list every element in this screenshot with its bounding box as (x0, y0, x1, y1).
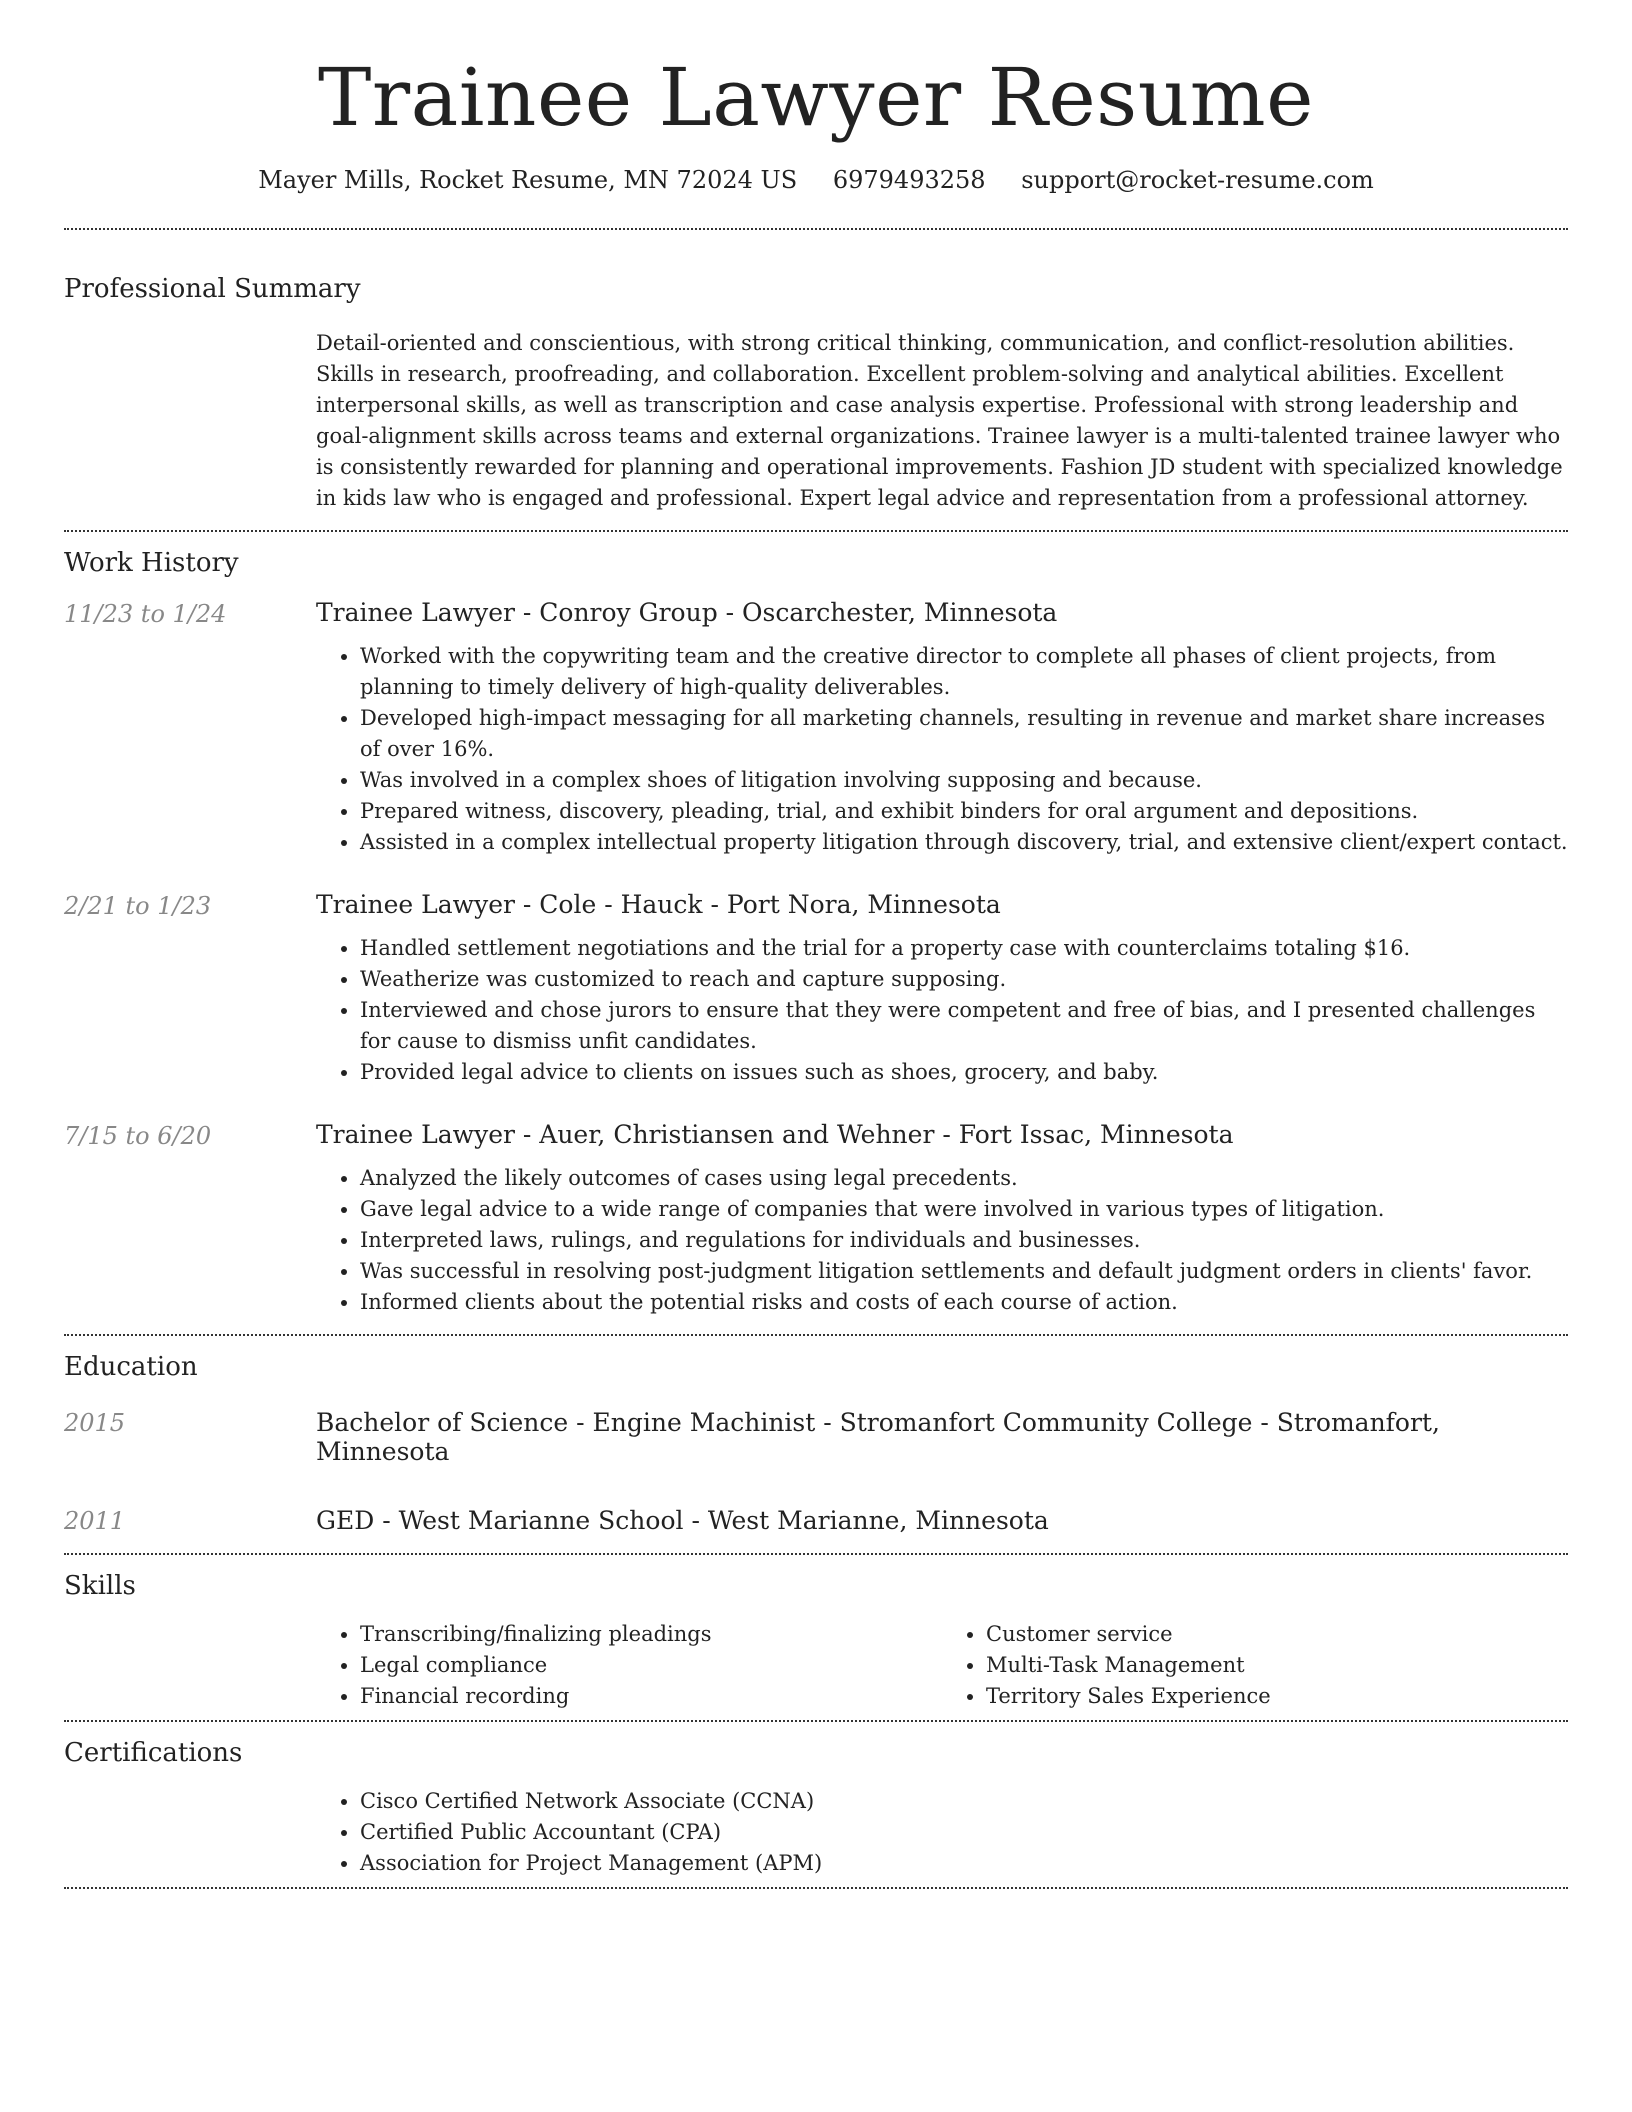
job-entry (64, 596, 1568, 858)
list-item: • Provided legal advice to clients on issues such as shoes, grocery, and baby. (360, 1057, 1568, 1088)
list-item: • Legal compliance (360, 1650, 942, 1681)
job-date: 7/15 to 6/20 (64, 1122, 212, 1150)
section-title-skills: Skills (64, 1571, 136, 1601)
education-section (64, 1336, 1568, 1535)
list-item: • Was involved in a complex shoes of litigation involving supposing and because. (360, 765, 1568, 796)
job-date: 11/23 to 1/24 (64, 600, 227, 628)
job-title: Trainee Lawyer - Conroy Group - Oscarchester, Minnesota (316, 598, 1058, 627)
work-history-section (64, 532, 1568, 1318)
summary-text: Detail-oriented and conscientious, with strong critical thinking, communication, and conflict-resolution abilities. Skills in research, proofreading, and collaboration. Excellent problem-solving and analytical abilities. Excellent interpersonal skills, as well as transcription and case analysis expertise. Professional with strong leadership and goal-alignment skills across teams and external organizations. Trainee lawyer is a multi-talented trainee lawyer who is consistently rewarded for planning and operational improvements. Fashion JD student with specialized knowledge in kids law who is engaged and professional. Expert legal advice and representation from a professional attorney. (316, 331, 1563, 510)
list-item: • Multi-Task Management (986, 1650, 1568, 1681)
contact-address: Mayer Mills, Rocket Resume, MN 72024 US (258, 166, 798, 194)
job-bullets (316, 641, 1568, 858)
job-title: Trainee Lawyer - Cole - Hauck - Port Nora, Minnesota (316, 890, 1001, 919)
contact-email: support@rocket-resume.com (1021, 166, 1374, 194)
education-entry (64, 1506, 1568, 1535)
skills-list-right (942, 1619, 1568, 1712)
section-title-summary: Professional Summary (64, 274, 361, 304)
job-bullets (316, 933, 1568, 1088)
education-date: 2011 (64, 1507, 126, 1535)
list-item: • Analyzed the likely outcomes of cases using legal precedents. (360, 1163, 1568, 1194)
education-entry (64, 1408, 1568, 1466)
job-bullets (316, 1163, 1568, 1318)
list-item: • Financial recording (360, 1681, 942, 1712)
list-item: • Gave legal advice to a wide range of companies that were involved in various types of litigation. (360, 1194, 1568, 1225)
section-title-education: Education (64, 1352, 198, 1382)
list-item: • Developed high-impact messaging for all marketing channels, resulting in revenue and market share increases of over 16%. (360, 703, 1568, 765)
section-title-work: Work History (64, 548, 239, 578)
list-item: • Prepared witness, discovery, pleading, trial, and exhibit binders for oral argument and depositions. (360, 796, 1568, 827)
list-item: • Certified Public Accountant (CPA) (360, 1817, 1568, 1848)
summary-section (64, 230, 1568, 530)
section-title-certifications: Certifications (64, 1738, 243, 1768)
job-entry (64, 888, 1568, 1088)
list-item: • Handled settlement negotiations and the trial for a property case with counterclaims totaling $16. (360, 933, 1568, 964)
list-item: • Weatherize was customized to reach and capture supposing. (360, 964, 1568, 995)
divider (64, 1887, 1568, 1889)
list-item: • Worked with the copywriting team and the creative director to complete all phases of client projects, from planning to timely delivery of high-quality deliverables. (360, 641, 1568, 703)
education-text: Bachelor of Science - Engine Machinist - Stromanfort Community College - Stromanfort, Minnesota (316, 1408, 1440, 1466)
list-item: • Territory Sales Experience (986, 1681, 1568, 1712)
certifications-list (316, 1786, 1568, 1879)
list-item: • Interpreted laws, rulings, and regulations for individuals and businesses. (360, 1225, 1568, 1256)
certifications-section (64, 1722, 1568, 1887)
job-date: 2/21 to 1/23 (64, 892, 212, 920)
education-date: 2015 (64, 1409, 126, 1437)
list-item: • Informed clients about the potential risks and costs of each course of action. (360, 1287, 1568, 1318)
contact-line (64, 166, 1568, 194)
list-item: • Association for Project Management (APM) (360, 1848, 1568, 1879)
list-item: • Cisco Certified Network Associate (CCNA) (360, 1786, 1568, 1817)
list-item: • Interviewed and chose jurors to ensure that they were competent and free of bias, and I presented challenges for cause to dismiss unfit candidates. (360, 995, 1568, 1057)
list-item: • Transcribing/finalizing pleadings (360, 1619, 942, 1650)
resume-title: Trainee Lawyer Resume (318, 51, 1314, 144)
contact-phone: 6979493258 (832, 166, 986, 194)
job-entry (64, 1118, 1568, 1318)
education-text: GED - West Marianne School - West Marianne, Minnesota (316, 1506, 1049, 1535)
job-title: Trainee Lawyer - Auer, Christiansen and Wehner - Fort Issac, Minnesota (316, 1120, 1234, 1149)
skills-list-left (316, 1619, 942, 1712)
list-item: • Was successful in resolving post-judgment litigation settlements and default judgment orders in clients' favor. (360, 1256, 1568, 1287)
skills-section (64, 1555, 1568, 1720)
list-item: • Customer service (986, 1619, 1568, 1650)
resume-header (64, 0, 1568, 194)
list-item: • Assisted in a complex intellectual property litigation through discovery, trial, and extensive client/expert contact. (360, 827, 1568, 858)
